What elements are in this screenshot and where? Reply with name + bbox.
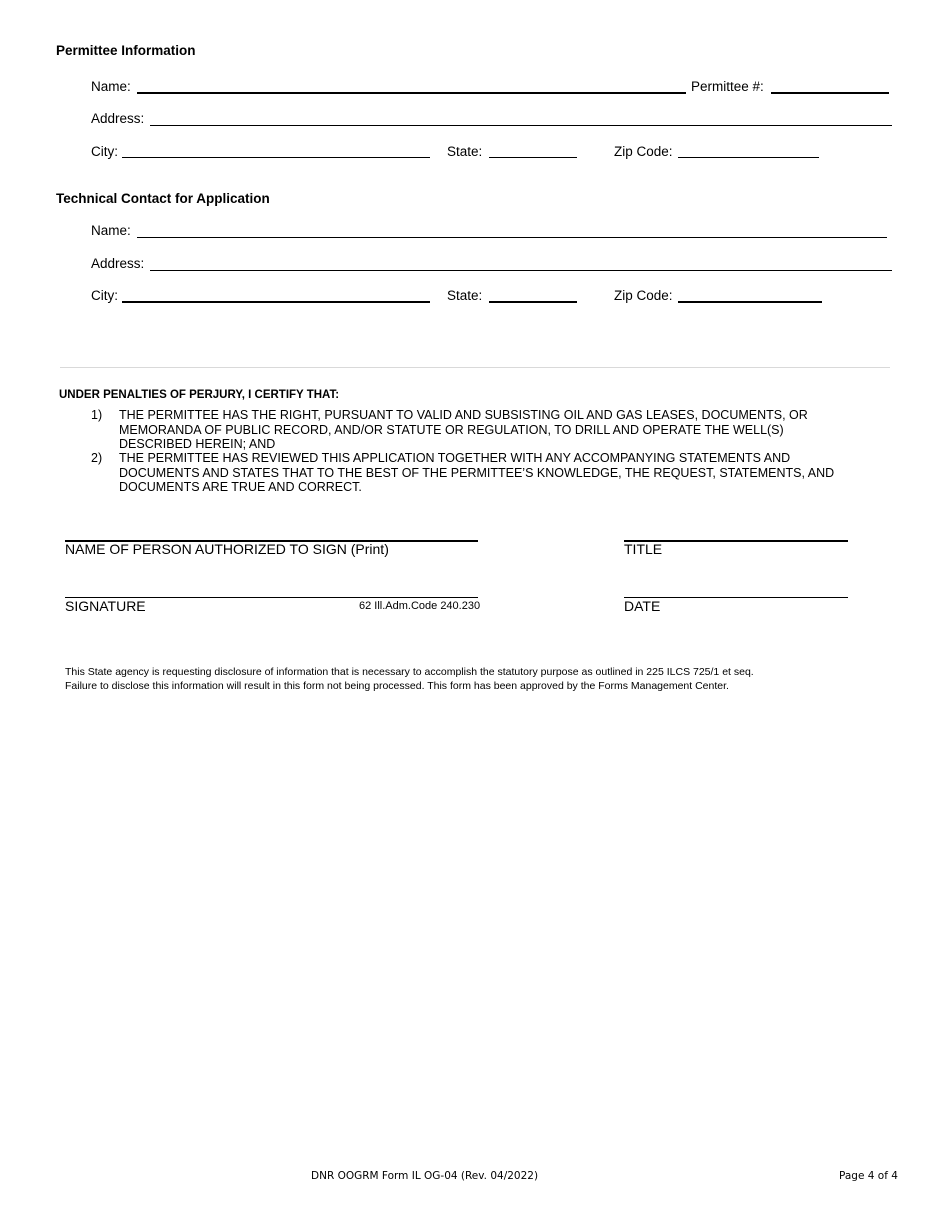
cert-item-1-text: THE PERMITTEE HAS THE RIGHT, PURSUANT TO VALID AND SUBSISTING OIL AND GAS LEASES, DOCUMENTS, OR MEMORANDA OF PUBLIC RECORD, AND/OR STATUTE OR REGULATION, TO DRILL AND OPERATE THE WELL(S) DESCRIBED HEREIN; AND	[119, 408, 808, 451]
permittee-section-heading: Permittee Information	[56, 43, 196, 58]
technical-city-label: City:	[91, 288, 118, 303]
cert-item-2-number: 2)	[91, 451, 103, 465]
technical-address-label: Address:	[91, 256, 145, 271]
technical-contact-heading: Technical Contact for Application	[56, 191, 270, 206]
page-number: Page 4 of 4	[839, 1170, 898, 1182]
technical-zip-field[interactable]	[678, 301, 822, 303]
cert-item-2-text: THE PERMITTEE HAS REVIEWED THIS APPLICATION TOGETHER WITH ANY ACCOMPANYING STATEMENTS AND DOCUMENTS AND STATES THAT TO THE BEST OF THE PERMITTEE’S KNOWLEDGE, THE REQUEST, STATEMENTS, AND DOCUMENTS ARE TRUE AND CORRECT.	[119, 451, 835, 494]
permittee-address-label: Address:	[91, 111, 145, 126]
technical-state-label: State:	[447, 288, 483, 303]
permittee-number-label: Permittee #:	[691, 79, 764, 94]
permittee-city-label: City:	[91, 144, 118, 159]
permittee-zip-label: Zip Code:	[614, 144, 673, 159]
permittee-zip-field[interactable]	[678, 157, 819, 158]
technical-state-field[interactable]	[489, 301, 577, 303]
permittee-state-field[interactable]	[489, 157, 577, 158]
permittee-name-label: Name:	[91, 79, 131, 94]
technical-zip-label: Zip Code:	[614, 288, 673, 303]
permittee-address-field[interactable]	[150, 125, 892, 126]
permittee-number-field[interactable]	[771, 92, 889, 94]
permittee-name-field[interactable]	[137, 92, 686, 94]
permittee-city-field[interactable]	[122, 157, 430, 158]
technical-city-field[interactable]	[122, 301, 430, 303]
section-divider	[60, 367, 890, 368]
technical-name-label: Name:	[91, 223, 131, 238]
authorized-name-label: NAME OF PERSON AUTHORIZED TO SIGN (Print)	[65, 541, 389, 557]
permittee-state-label: State:	[447, 144, 483, 159]
disclosure-notice-line-2: Failure to disclose this information will result in this form not being processed. This form has been approved by the Forms Management Center.	[65, 680, 729, 692]
disclosure-notice-line-1: This State agency is requesting disclosure of information that is necessary to accomplish the statutory purpose as outlined in 225 ILCS 725/1 et seq.	[65, 666, 754, 678]
technical-name-field[interactable]	[137, 237, 887, 238]
form-id-footer: DNR OOGRM Form IL OG-04 (Rev. 04/2022)	[311, 1170, 539, 1182]
cert-item-1-number: 1)	[91, 408, 103, 422]
signature-label: SIGNATURE	[65, 598, 146, 614]
title-label: TITLE	[624, 541, 663, 557]
date-label: DATE	[624, 598, 661, 614]
perjury-certification-heading: UNDER PENALTIES OF PERJURY, I CERTIFY THAT:	[59, 389, 340, 401]
technical-address-field[interactable]	[150, 270, 892, 271]
admin-code-reference: 62 Ill.Adm.Code 240.230	[359, 600, 481, 612]
